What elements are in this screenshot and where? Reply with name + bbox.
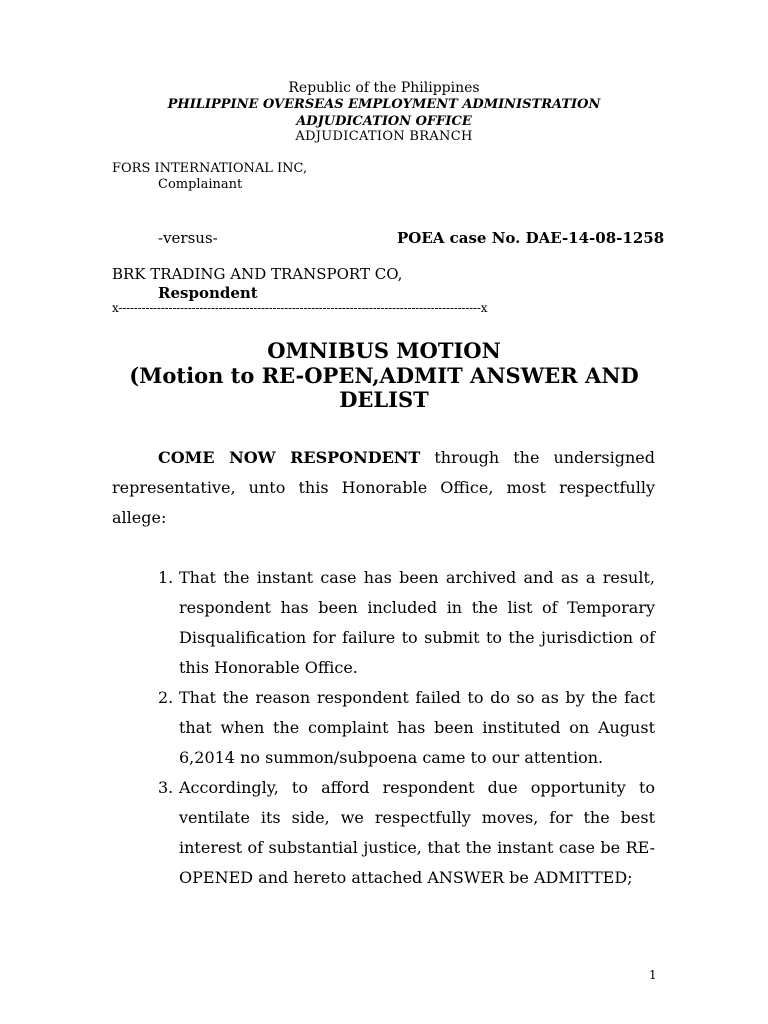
item-number: 3.	[158, 778, 174, 797]
list-item	[112, 773, 655, 893]
motion-title: OMNIBUS MOTION	[267, 338, 501, 363]
intro-paragraph	[112, 443, 655, 533]
item-text: That the reason respondent failed to do so as by the fact that when the complaint has been instituted on August 6,2014 no summon/subpoena came to our attention.	[179, 688, 655, 767]
motion-subtitle: (Motion to RE-OPEN,ADMIT ANSWER AND	[129, 363, 639, 388]
header-branch: ADJUDICATION BRANCH	[295, 129, 473, 144]
caption-separator: x----------------------------------------------------------------------------------------------x	[112, 301, 488, 315]
versus-label: -versus-	[158, 229, 218, 247]
intro-rest: through the undersigned representative, unto this Honorable Office, most respectfully allege:	[112, 448, 655, 527]
page-number: 1	[649, 968, 657, 982]
header-republic: Republic of the Philippines	[288, 80, 480, 96]
complainant-label: Complainant	[158, 177, 243, 192]
allegations-list	[112, 563, 655, 893]
header-office: ADJUDICATION OFFICE	[296, 114, 472, 129]
respondent-name: BRK TRADING AND TRANSPORT CO,	[112, 265, 403, 283]
list-item	[112, 683, 655, 773]
respondent-label: Respondent	[158, 284, 258, 302]
case-number: POEA case No. DAE-14-08-1258	[397, 229, 665, 247]
item-number: 1.	[158, 568, 174, 587]
item-text: Accordingly, to afford respondent due opportunity to ventilate its side, we respectfully moves, for the best interest of substantial justice, that the instant case be RE-OPENED and hereto attached ANSWER be ADMITTED;	[179, 778, 655, 887]
complainant-name: FORS INTERNATIONAL INC,	[112, 161, 308, 176]
item-number: 2.	[158, 688, 174, 707]
motion-subtitle-cont: DELIST	[339, 387, 429, 412]
header-agency: PHILIPPINE OVERSEAS EMPLOYMENT ADMINISTRATION	[167, 97, 601, 112]
item-text: That the instant case has been archived and as a result, respondent has been included in the list of Temporary Disqualification for failure to submit to the jurisdiction of this Honorable Office.	[179, 568, 655, 677]
intro-lead: COME NOW RESPONDENT	[158, 448, 421, 467]
list-item	[112, 563, 655, 683]
